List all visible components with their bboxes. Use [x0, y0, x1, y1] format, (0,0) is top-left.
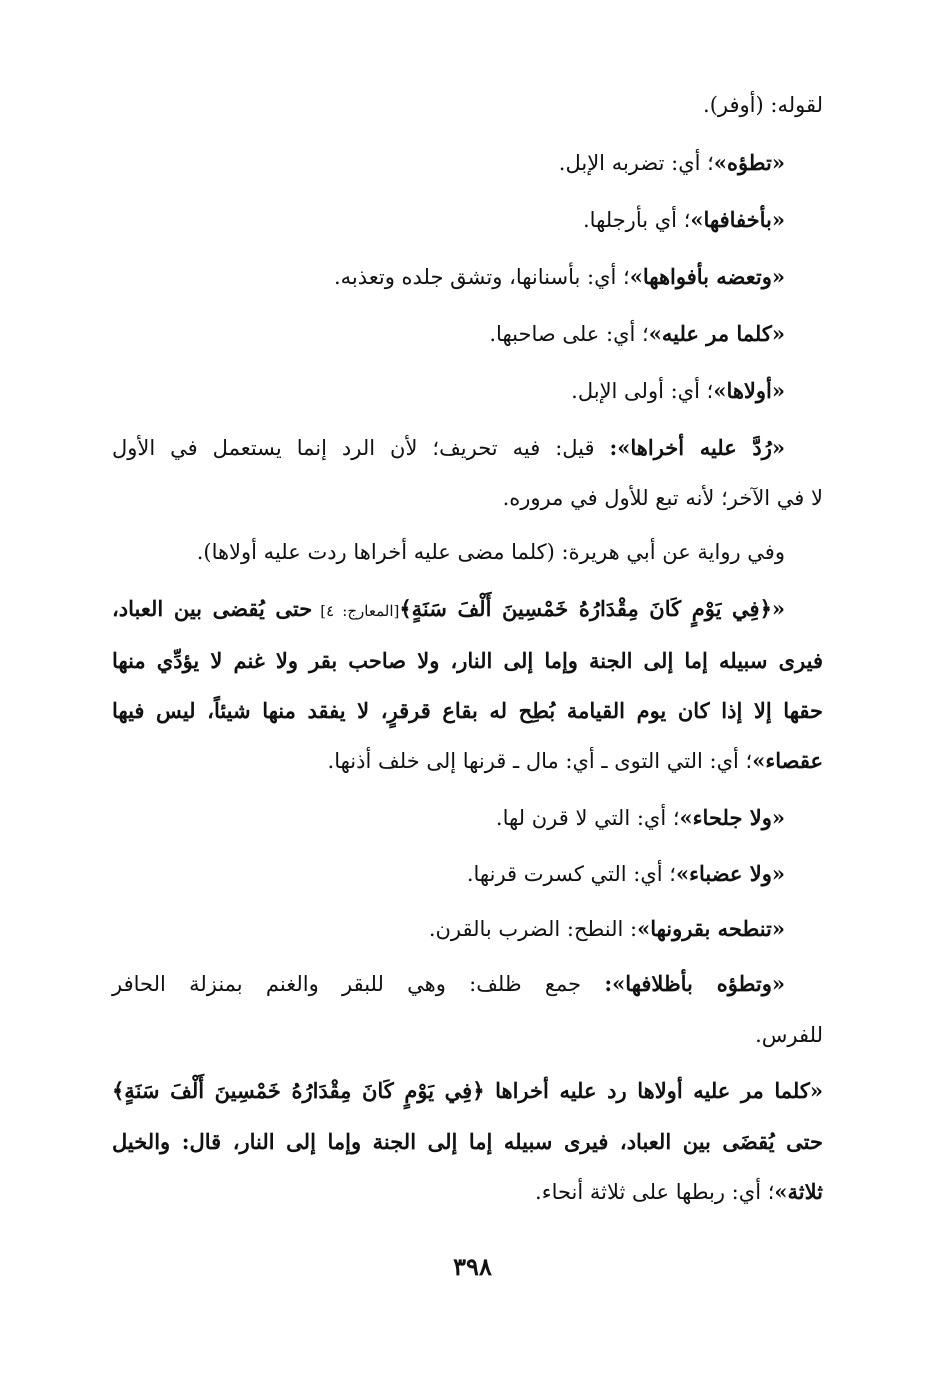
text-line: لقوله: (أوفر). — [703, 93, 823, 117]
text-line: حقها إلا إذا كان يوم القيامة بُطِح له بقاع قرقرٍ، لا يفقد منها شيئاً، ليس فيها — [112, 698, 823, 723]
text-line: «كلما مر عليه»؛ أي: على صاحبها. — [489, 321, 785, 346]
text-line: «وتعضه بأفواهها»؛ أي: بأسنانها، وتشق جلده وتعذبه. — [333, 264, 785, 289]
text-line: حتى يُقضَى بين العباد، فيرى سبيله إما إلى الجنة وإما إلى النار، قال: والخيل — [112, 1129, 823, 1154]
text-line: «بأخفافها»؛ أي بأرجلها. — [583, 207, 785, 232]
text-line: «تطؤه»؛ أي: تضربه الإبل. — [558, 150, 785, 175]
text-line: فيرى سبيله إما إلى الجنة وإما إلى النار، ولا صاحب بقر ولا غنم لا يؤدِّي منها — [112, 648, 823, 673]
text-line: وفي رواية عن أبي هريرة: (كلما مضى عليه أخراها ردت عليه أولاها). — [196, 540, 785, 564]
text-line: «كلما مر عليه أولاها رد عليه أخراها ﴿فِي يَوْمٍ كَانَ مِقْدَارُهُ خَمْسِينَ أَلْفَ سَنَةٍ﴾ — [112, 1078, 823, 1103]
text-line: «رُدَّ عليه أخراها»: قيل: فيه تحريف؛ لأن الرد إنما يستعمل في الأول — [112, 435, 785, 460]
text-line: للفرس. — [755, 1023, 823, 1047]
text-line: «وتطؤه بأظلافها»: جمع ظلف: وهي للبقر والغنم بمنزلة الحافر — [112, 971, 785, 996]
text-line: لا في الآخر؛ لأنه تبع للأول في مروره. — [502, 486, 823, 510]
text-line: «تنطحه بقرونها»: النطح: الضرب بالقرن. — [428, 916, 785, 941]
text-line: «ولا جلحاء»؛ أي: التي لا قرن لها. — [495, 805, 785, 830]
page-number: ٣٩٨ — [453, 1252, 492, 1281]
text-line: عقصاء»؛ أي: التي التوى ـ أي: مال ـ قرنها إلى خلف أذنها. — [327, 748, 823, 773]
text-line: ثلاثة»؛ أي: ربطها على ثلاثة أنحاء. — [535, 1179, 823, 1204]
text-line: «أولاها»؛ أي: أولى الإبل. — [571, 378, 785, 403]
text-line: «﴿فِي يَوْمٍ كَانَ مِقْدَارُهُ خَمْسِينَ أَلْفَ سَنَةٍ﴾[المعارج: ٤] حتى يُقضى بين العباد، — [112, 596, 785, 621]
text-line: «ولا عضباء»؛ أي: التي كسرت قرنها. — [466, 861, 785, 886]
